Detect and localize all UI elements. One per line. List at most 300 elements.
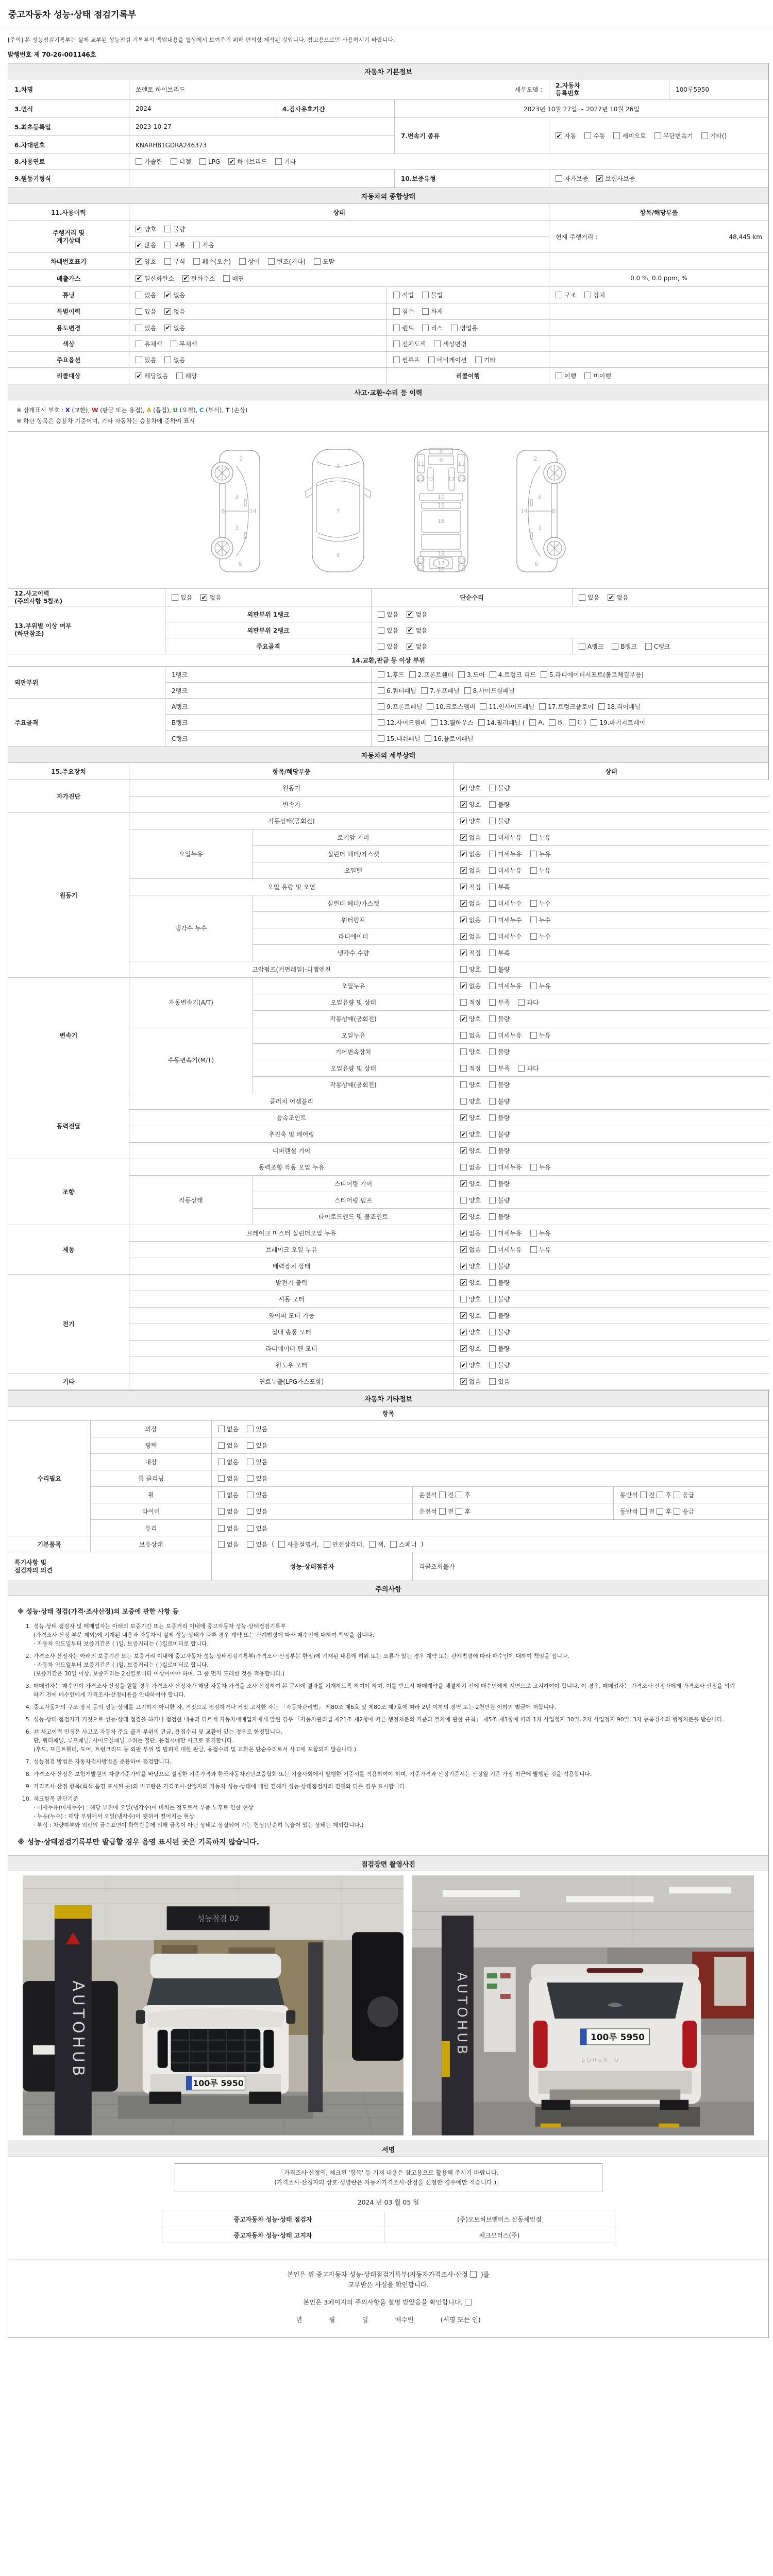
checkbox-item[interactable]: [464, 686, 515, 695]
checkbox-item[interactable]: [530, 899, 551, 908]
checkbox-label: 17.트렁크플로어: [548, 703, 594, 710]
svg-text:8: 8: [551, 508, 556, 515]
checkbox-item[interactable]: [427, 702, 475, 711]
checkbox-item[interactable]: [460, 1278, 481, 1287]
detail-status-checks: [454, 978, 769, 994]
checkbox-item[interactable]: [247, 1474, 267, 1483]
checkbox-item[interactable]: [378, 610, 398, 619]
checkbox-unchecked-icon: [390, 1541, 397, 1548]
checkbox-item[interactable]: [489, 916, 522, 924]
checkbox-item[interactable]: [530, 981, 551, 990]
checkbox-item[interactable]: [489, 932, 522, 941]
checkbox-item[interactable]: [489, 1344, 510, 1353]
checkbox-item[interactable]: [460, 948, 481, 957]
checkbox-item[interactable]: [569, 719, 586, 726]
checkbox-item[interactable]: [460, 1097, 481, 1106]
checkbox-item[interactable]: [378, 734, 420, 743]
svg-text:12: 12: [448, 476, 455, 483]
checkbox-item[interactable]: [460, 899, 481, 908]
checkbox-item[interactable]: [489, 1064, 510, 1073]
checkbox-item[interactable]: [223, 274, 244, 283]
checkbox-item[interactable]: [489, 1113, 510, 1122]
checkbox-unchecked-icon: [489, 1098, 496, 1105]
checkbox-item[interactable]: [460, 1179, 481, 1188]
checkbox-item[interactable]: [136, 257, 156, 266]
checkbox-item[interactable]: [278, 1540, 319, 1549]
checkbox-item[interactable]: [489, 800, 510, 809]
legend-part: U: [173, 406, 178, 414]
checkbox-item[interactable]: [247, 1524, 267, 1533]
checkbox-item[interactable]: [489, 1097, 510, 1106]
checkbox-label: 없음: [173, 356, 186, 364]
checkbox-label: 적정: [469, 950, 481, 957]
checkbox-item[interactable]: [579, 593, 599, 602]
checkbox-unchecked-icon: [556, 292, 562, 298]
checkbox-item[interactable]: [421, 686, 460, 695]
checkbox-item[interactable]: [584, 371, 611, 380]
checkbox-item[interactable]: [489, 1295, 510, 1303]
checkbox-item[interactable]: [136, 340, 162, 348]
caution-item: [18, 1715, 759, 1724]
svg-text:10: 10: [438, 494, 445, 500]
checkbox-unchecked-icon: [701, 132, 708, 139]
checkbox-item[interactable]: [136, 274, 174, 283]
checkbox-unchecked-icon: [456, 1492, 462, 1498]
checkbox-unchecked-icon: [193, 258, 200, 265]
label-tuning: 튜닝: [8, 287, 129, 303]
checkbox-item[interactable]: [460, 866, 481, 875]
checkbox-item[interactable]: [247, 1507, 267, 1516]
checkbox-item[interactable]: [701, 131, 727, 140]
etc-item-checks: [212, 1487, 413, 1503]
checkbox-item[interactable]: [591, 718, 645, 727]
checkbox-label: 있음: [256, 1442, 268, 1449]
checkbox-item[interactable]: [228, 157, 267, 166]
checkbox-item[interactable]: [584, 131, 605, 140]
checkbox-item[interactable]: [640, 1490, 655, 1499]
checkbox-item[interactable]: [612, 642, 636, 651]
checkbox-item[interactable]: [393, 307, 414, 316]
checkbox-item[interactable]: [478, 718, 525, 727]
checkbox-item[interactable]: [247, 1490, 267, 1499]
checkbox-item[interactable]: [584, 291, 605, 299]
checkbox-item[interactable]: [460, 784, 481, 792]
checkbox-item[interactable]: [674, 1490, 694, 1499]
checkbox-item[interactable]: [314, 257, 334, 266]
checkbox-item[interactable]: [460, 998, 481, 1007]
checkbox-item[interactable]: [378, 670, 405, 679]
checkbox-item[interactable]: [489, 833, 522, 842]
checkbox-item[interactable]: [489, 784, 510, 792]
detail-item-label: 작동상태(공회전): [253, 1011, 454, 1027]
checkbox-item[interactable]: [480, 702, 534, 711]
checkbox-item[interactable]: [460, 1196, 481, 1205]
detail-sub-label: 작동상태: [129, 1176, 253, 1225]
detail-status-checks: [454, 1341, 769, 1357]
checkbox-item[interactable]: [164, 225, 185, 233]
checkbox-item[interactable]: [218, 1441, 239, 1450]
label-color: 색상: [8, 336, 129, 351]
checkbox-item[interactable]: [489, 1328, 510, 1336]
checkbox-unchecked-icon: [164, 258, 171, 265]
detail-status-checks: [454, 846, 769, 862]
checkbox-item[interactable]: [460, 833, 481, 842]
checkbox-unchecked-icon: [247, 1492, 254, 1498]
checkbox-item[interactable]: [640, 1507, 655, 1516]
checkbox-item[interactable]: [460, 1262, 481, 1270]
checkbox-item[interactable]: [460, 1328, 481, 1336]
detail-item-label: 등속조인트: [129, 1110, 454, 1126]
checkbox-item[interactable]: [275, 157, 296, 166]
checkbox-item[interactable]: [247, 1458, 267, 1466]
checkbox-item[interactable]: [407, 626, 427, 635]
checkbox-item[interactable]: [439, 1507, 454, 1516]
checkbox-item[interactable]: [268, 257, 306, 266]
overall-header-row: [8, 204, 768, 221]
checkbox-item[interactable]: [460, 965, 481, 974]
checkbox-item[interactable]: [556, 291, 576, 299]
checkbox-item[interactable]: [460, 850, 481, 858]
checkbox-item[interactable]: [218, 1490, 239, 1499]
checkbox-item[interactable]: [460, 1130, 481, 1139]
checkbox-item[interactable]: [136, 371, 168, 380]
checkbox-item[interactable]: [176, 371, 197, 380]
checkbox-item[interactable]: [460, 1163, 481, 1172]
checkbox-item[interactable]: [657, 1490, 671, 1499]
checkbox-item[interactable]: [489, 1278, 510, 1287]
checkbox-item[interactable]: [674, 1507, 694, 1516]
checkbox-checked-icon: ✔: [461, 916, 466, 924]
checkbox-item[interactable]: [657, 1507, 671, 1516]
checkbox-item[interactable]: [613, 131, 646, 140]
checkbox-item[interactable]: [460, 1344, 481, 1353]
checkbox-item[interactable]: [489, 1361, 510, 1369]
label-rankA: A랭크: [165, 699, 372, 714]
checkbox-item[interactable]: [556, 371, 576, 380]
checkbox-label: 없음: [415, 626, 428, 634]
checkbox-label: 불량: [498, 1329, 510, 1336]
checkbox-label: 불량: [498, 785, 510, 792]
checkbox-item[interactable]: [460, 1295, 481, 1303]
checkbox-item[interactable]: [439, 1490, 454, 1499]
checkbox-label: 양호: [469, 818, 481, 825]
checkbox-item[interactable]: [489, 899, 522, 908]
label-engine-type: 9.원동기형식: [8, 170, 129, 188]
checkbox-label: 누유: [539, 867, 551, 874]
checkbox-item[interactable]: [556, 174, 588, 183]
caution-item: [18, 1757, 759, 1766]
checkbox-item[interactable]: [530, 866, 551, 875]
checkbox-item[interactable]: [239, 257, 260, 266]
checkbox-item[interactable]: [579, 642, 603, 651]
checkbox-label: 훼손(오손): [202, 258, 231, 265]
label-rank1: 1랭크: [165, 667, 372, 682]
checkbox-label: 누수: [539, 933, 551, 940]
checkbox-item[interactable]: [489, 1031, 522, 1040]
checkbox-item[interactable]: [164, 307, 185, 316]
checkbox-item[interactable]: [460, 1212, 481, 1221]
checkbox-item[interactable]: [431, 718, 473, 727]
checkbox-unchecked-icon: [640, 1492, 647, 1498]
checkbox-item[interactable]: [530, 916, 551, 924]
driver-side-checks: [413, 1503, 614, 1519]
checkbox-item[interactable]: [390, 1540, 417, 1549]
warranty-type-checks: [549, 170, 768, 188]
checkbox-item[interactable]: [136, 157, 162, 166]
checkbox-item[interactable]: [489, 1179, 510, 1188]
checkbox-item[interactable]: [164, 324, 185, 332]
checkbox-item[interactable]: [451, 324, 478, 332]
sub-model-label: 세부모델 :: [514, 86, 543, 93]
caution-item-text: 체크항목 판단기준 · 미세누유(미세누수) : 해당 부위에 오일(냉각수)이 비치는 정도로서 부품 노후로 인한 현상 · 누유(누수) : 해당 부위에서 오일(냉각수)이 맺혀서 떨어지는 현상 · 부식 : 차량하부와 외판의 금속표면이 화학반응에 의해 금속이 아닌 상태로 상실되어 가는 현상(단순히 녹슬어 있는 상태는 제외합니다.): [33, 1795, 364, 1828]
checkbox-label: 양호: [469, 801, 481, 808]
sign-block: [8, 2157, 768, 2255]
legend-part: (교환),: [70, 406, 92, 414]
checkbox-item[interactable]: [378, 686, 416, 695]
caution-item-number: 1.: [25, 1623, 31, 1630]
checkbox-item[interactable]: [460, 1080, 481, 1089]
checkbox-checked-icon: ✔: [461, 850, 466, 858]
checkbox-item[interactable]: [489, 1245, 522, 1254]
checkbox-item[interactable]: [324, 1540, 364, 1549]
checkbox-item[interactable]: [654, 131, 693, 140]
checkbox-item[interactable]: [393, 324, 414, 332]
checkbox-item[interactable]: [489, 1014, 510, 1023]
checkbox-item[interactable]: [608, 593, 628, 602]
checkbox-unchecked-icon: [239, 258, 246, 265]
current-mileage-value: 48,445 km: [729, 233, 762, 241]
checkbox-item[interactable]: [428, 355, 467, 364]
checkbox-item[interactable]: [164, 291, 185, 299]
checkbox-item[interactable]: [407, 610, 427, 619]
checkbox-unchecked-icon: [434, 341, 441, 347]
checkbox-item[interactable]: [460, 1245, 481, 1254]
car-damage-diagrams: [8, 432, 768, 589]
checkbox-item[interactable]: [539, 702, 594, 711]
checkbox-item[interactable]: [460, 1014, 481, 1023]
checkbox-item[interactable]: [422, 307, 443, 316]
checkbox-item[interactable]: [460, 1229, 481, 1238]
checkbox-checked-icon: ✔: [461, 817, 466, 825]
checkbox-item[interactable]: [193, 241, 214, 249]
checkbox-item[interactable]: [489, 1047, 510, 1056]
checkbox-item[interactable]: [530, 1229, 551, 1238]
caution-item-text: 가격조사·산정자는 아래의 보증기간 또는 보증거리 이내에 중고자동차 성능·상태점검기록부(가격조사·산정부분 한정)에 기재된 내용에 허위 또는 오류가 있는 경우 계약 또는 관계법령에 따라 매수인에 대하여 책임을 집니다. · 자동차 인도일부터 보증기간은 ( )일, 보증거리는 ( )킬로미터로 합니다. (보증기간은 30일 이상, 보증거리는 2천킬로미터 이상이어야 하며, 그 중 먼저 도래한 것을 적용합니다.): [33, 1653, 569, 1677]
checkbox-item[interactable]: [489, 1212, 510, 1221]
checkbox-item[interactable]: [369, 1540, 385, 1549]
checkbox-item[interactable]: [489, 866, 522, 875]
checkbox-unchecked-icon: [489, 1114, 496, 1121]
checkbox-item[interactable]: [218, 1524, 239, 1533]
checkbox-label: 전: [648, 1492, 655, 1499]
checkbox-label: 사용설명서,: [287, 1540, 319, 1548]
detail-item-label: 워터펌프: [253, 912, 454, 928]
checkbox-item[interactable]: [489, 1262, 510, 1270]
checkbox-item[interactable]: [645, 642, 670, 651]
checkbox-item[interactable]: [596, 174, 635, 183]
checkbox-item[interactable]: [378, 718, 426, 727]
svg-text:11: 11: [458, 461, 465, 467]
label-inspector: 성능·상태점검자: [212, 1552, 413, 1581]
checkbox-item[interactable]: [489, 998, 510, 1007]
checkbox-item[interactable]: [489, 1311, 510, 1320]
vin-marking-checks: [129, 253, 549, 269]
checkbox-item[interactable]: [218, 1507, 239, 1516]
checkbox-item[interactable]: [393, 291, 414, 299]
checkbox-item[interactable]: [182, 274, 215, 283]
checkbox-item[interactable]: [460, 883, 481, 891]
checkbox-item[interactable]: [456, 1507, 470, 1516]
checkbox-checked-icon: ✔: [165, 324, 171, 331]
detail-item-label: 라디에이터 팬 모터: [129, 1341, 454, 1357]
checkbox-item[interactable]: [460, 1031, 481, 1040]
checkbox-item[interactable]: [136, 324, 156, 332]
checkbox-item[interactable]: [460, 916, 481, 924]
checkbox-unchecked-icon: [136, 341, 142, 347]
checkbox-label: 부족: [498, 1065, 510, 1072]
checkbox-item[interactable]: [247, 1441, 267, 1450]
checkbox-item[interactable]: [172, 593, 192, 602]
checkbox-item[interactable]: [489, 1146, 510, 1155]
checkbox-label: 불량: [498, 1213, 510, 1221]
caution-item-number: 8.: [25, 1771, 31, 1777]
checkbox-item[interactable]: [489, 965, 510, 974]
svg-text:6: 6: [534, 561, 539, 567]
checkbox-item[interactable]: [489, 1130, 510, 1139]
checkbox-item[interactable]: [407, 642, 427, 651]
checkbox-item[interactable]: [460, 981, 481, 990]
checkbox-item[interactable]: [518, 998, 539, 1007]
checkbox-label: 누유: [539, 834, 551, 841]
checkbox-item[interactable]: [218, 1458, 239, 1466]
checkbox-unchecked-icon: [456, 1508, 462, 1515]
checkbox-item[interactable]: [460, 1361, 481, 1369]
checkbox-item[interactable]: [393, 340, 426, 348]
checkbox-item[interactable]: [164, 257, 185, 266]
checkbox-unchecked-icon: [324, 1541, 330, 1548]
checkbox-unchecked-icon: [460, 1081, 467, 1088]
label-basic-items: 기본품목: [8, 1536, 91, 1552]
checkbox-label: A랭크: [587, 643, 604, 650]
checkbox-unchecked-icon: [176, 372, 183, 379]
checkbox-unchecked-icon: [218, 1508, 225, 1515]
checkbox-item[interactable]: [489, 1377, 510, 1386]
checkbox-item[interactable]: [171, 340, 197, 348]
checkbox-item[interactable]: [460, 1377, 481, 1386]
checkbox-item[interactable]: [164, 241, 185, 249]
checkbox-label: 누유: [539, 1230, 551, 1237]
checkbox-item[interactable]: [458, 670, 485, 679]
inspection-period-value: 2023년 10월 27일 ~ 2027년 10월 26일: [524, 105, 640, 113]
driver-side-label: 운전석: [419, 1492, 437, 1499]
checkbox-item[interactable]: [378, 642, 398, 651]
checkbox-item[interactable]: [136, 307, 156, 316]
checkbox-item[interactable]: [529, 719, 544, 726]
checkbox-item[interactable]: [518, 1064, 539, 1073]
checkbox-item[interactable]: [136, 241, 156, 249]
checkbox-item[interactable]: [164, 355, 185, 364]
checkbox-item[interactable]: [598, 702, 641, 711]
checkbox-item[interactable]: [425, 734, 473, 743]
checkbox-item[interactable]: [530, 1245, 551, 1254]
checkbox-label: 후: [464, 1492, 470, 1499]
checkbox-item[interactable]: [549, 719, 564, 726]
checkbox-item[interactable]: [489, 1080, 510, 1089]
checkbox-item[interactable]: [460, 1311, 481, 1320]
checkbox-label: 매연: [232, 275, 244, 282]
checkbox-item[interactable]: [460, 932, 481, 941]
checkbox-item[interactable]: [136, 291, 156, 299]
checkbox-item[interactable]: [489, 1163, 522, 1172]
checkbox-item[interactable]: [541, 670, 644, 679]
checkbox-item[interactable]: [378, 702, 422, 711]
checkbox-item[interactable]: [489, 981, 522, 990]
checkbox-label: 탄화수소: [191, 275, 215, 282]
checkbox-item[interactable]: [378, 626, 398, 635]
checkbox-item[interactable]: [489, 883, 510, 891]
checkbox-item[interactable]: [460, 1146, 481, 1155]
checkbox-item[interactable]: [489, 948, 510, 957]
checkbox-item[interactable]: [422, 291, 443, 299]
checkbox-checked-icon: ✔: [461, 900, 466, 907]
checkbox-item[interactable]: [460, 817, 481, 825]
checkbox-item[interactable]: [136, 225, 156, 233]
checkbox-item[interactable]: [530, 850, 551, 858]
checkbox-item[interactable]: [489, 1229, 522, 1238]
checkbox-item[interactable]: [490, 670, 536, 679]
caution-explained-checkbox[interactable]: [465, 2299, 472, 2306]
checkbox-item[interactable]: [489, 1196, 510, 1205]
checkbox-item[interactable]: [218, 1425, 239, 1433]
checkbox-label: 양호: [469, 1180, 481, 1188]
checkbox-item[interactable]: [193, 257, 231, 266]
checkbox-item[interactable]: [460, 1047, 481, 1056]
checkbox-item[interactable]: [530, 932, 551, 941]
checkbox-label: 응급: [682, 1508, 695, 1515]
checkbox-item[interactable]: [218, 1540, 239, 1549]
row-engine-type-warranty: [8, 170, 768, 188]
checkbox-item[interactable]: [409, 670, 453, 679]
checkbox-item[interactable]: [136, 355, 156, 364]
checkbox-item[interactable]: [489, 817, 510, 825]
checkbox-item[interactable]: [393, 355, 420, 364]
checkbox-unchecked-icon: [530, 1246, 537, 1253]
checkbox-item[interactable]: [422, 324, 443, 332]
checkbox-item[interactable]: [556, 131, 576, 140]
row-usage-change: [8, 320, 768, 336]
checkbox-item[interactable]: [460, 1064, 481, 1073]
checkbox-item[interactable]: [434, 340, 466, 348]
price-assessment-checkbox[interactable]: [470, 2271, 477, 2278]
checkbox-item[interactable]: [530, 833, 551, 842]
checkbox-item[interactable]: [460, 800, 481, 809]
checkbox-item[interactable]: [460, 1113, 481, 1122]
checkbox-item[interactable]: [199, 158, 220, 165]
checkbox-item[interactable]: [475, 355, 496, 364]
checkbox-item[interactable]: [171, 157, 191, 166]
checkbox-item[interactable]: [530, 1163, 551, 1172]
checkbox-item[interactable]: [530, 1031, 551, 1040]
checkbox-item[interactable]: [456, 1490, 470, 1499]
checkbox-item[interactable]: [489, 850, 522, 858]
checkbox-item[interactable]: [200, 593, 221, 602]
checkbox-item[interactable]: [247, 1540, 267, 1549]
checkbox-label: 있음: [256, 1540, 268, 1548]
checkbox-item[interactable]: [247, 1425, 267, 1433]
checkbox-checked-icon: ✔: [461, 1213, 466, 1221]
checkbox-item[interactable]: [218, 1474, 239, 1483]
checkbox-label: 상이: [248, 258, 260, 265]
